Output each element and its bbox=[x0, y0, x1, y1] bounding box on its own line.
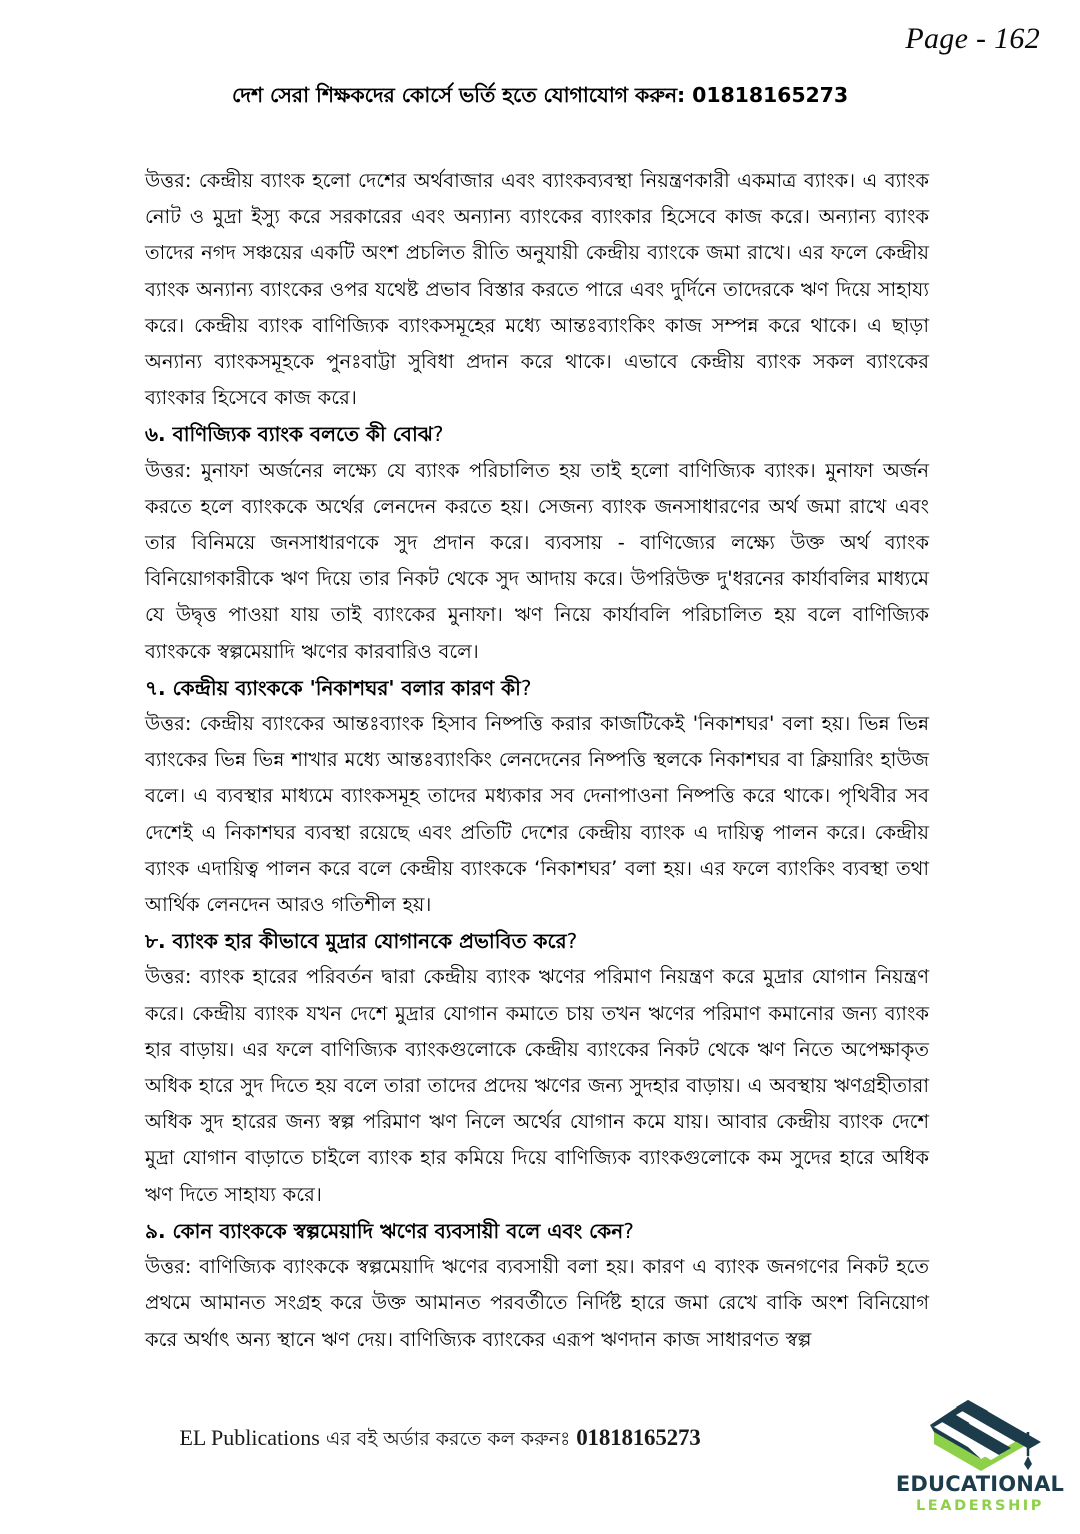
publisher-name: EL Publications bbox=[179, 1425, 320, 1450]
question-heading bbox=[145, 670, 929, 706]
question-heading bbox=[145, 416, 929, 452]
logo-text-educational: EDUCATIONAL bbox=[895, 1472, 1065, 1496]
footer-order-text: এর বই অর্ডার করতে কল করুনঃ bbox=[319, 1428, 577, 1450]
page-number: Page - 162 bbox=[905, 22, 1040, 55]
question-heading bbox=[145, 923, 929, 959]
question-mark: ? bbox=[432, 422, 444, 447]
answer-paragraph: উত্তর: মুনাফা অর্জনের লক্ষ্যে যে ব্যাংক পরিচালিত হয় তাই হলো বাণিজ্যিক ব্যাংক। মুনাফা অর্জন করতে হলে ব্যাংককে অর্থের লেনদেন করতে হয়। সেজন্য ব্যাংক জনসাধারণের অর্থ জমা রাখে এবং তার বিনিময়ে জনসাধারণকে সুদ প্রদান করে। ব্যবসায় - বাণিজ্যের লক্ষ্যে উক্ত অর্থ ব্যাংক বিনিয়োগকারীকে ঋণ দিয়ে তার নিকট থেকে সুদ আদায় করে। উপরিউক্ত দু'ধরনের কার্যাবলির মাধ্যমে যে উদ্বৃত্ত পাওয়া যায় তাই ব্যাংকের মুনাফা। ঋণ নিয়ে কার্যাবলি পরিচালিত হয় বলে বাণিজ্যিক ব্যাংককে স্বল্পমেয়াদি ঋণের কারবারিও বলে। bbox=[145, 458, 929, 663]
document-body bbox=[145, 163, 929, 1358]
question-mark: ? bbox=[520, 675, 532, 700]
question-heading bbox=[145, 1213, 929, 1249]
footer-order-line bbox=[0, 1425, 880, 1457]
logo-text-leadership: LEADERSHIP bbox=[915, 1498, 1045, 1514]
question-text: ৭. কেন্দ্রীয় ব্যাংককে 'নিকাশঘর' বলার কারণ কী bbox=[145, 675, 521, 700]
promo-header: দেশ সেরা শিক্ষকদের কোর্সে ভর্তি হতে যোগাযোগ করুন: 01818165273 bbox=[231, 83, 848, 107]
question-text: ৮. ব্যাংক হার কীভাবে মুদ্রার যোগানকে প্রভাবিত করে bbox=[145, 929, 567, 954]
answer-paragraph: উত্তর: কেন্দ্রীয় ব্যাংকের আন্তঃব্যাংক হিসাব নিষ্পত্তি করার কাজটিকেই 'নিকাশঘর' বলা হয়। ভিন্ন ভিন্ন ব্যাংকের ভিন্ন ভিন্ন শাখার মধ্যে আন্তঃব্যাংকিং লেনদেনের নিষ্পত্তি স্থলকে নিকাশঘর বা ক্লিয়ারিং হাউজ বলে। এ ব্যবস্থার মাধ্যমে ব্যাংকসমূহ তাদের মধ্যকার সব দেনাপাওনা নিষ্পত্তি করে থাকে। পৃথিবীর সব দেশেই এ নিকাশঘর ব্যবস্থা রয়েছে এবং প্রতিটি দেশের কেন্দ্রীয় ব্যাংক এ দায়িত্ব পালন করে। কেন্দ্রীয় ব্যাংক এদায়িত্ব পালন করে বলে কেন্দ্রীয় ব্যাংককে ‘নিকাশঘর’ বলা হয়। এর ফলে ব্যাংকিং ব্যবস্থা তথা আর্থিক লেনদেন আরও গতিশীল হয়। bbox=[145, 712, 929, 917]
question-mark: ? bbox=[566, 929, 578, 954]
answer-paragraph: উত্তর: কেন্দ্রীয় ব্যাংক হলো দেশের অর্থবাজার এবং ব্যাংকব্যবস্থা নিয়ন্ত্রণকারী একমাত্র ব্যাংক। এ ব্যাংক নোট ও মুদ্রা ইস্যু করে সরকারের এবং অন্যান্য ব্যাংকের ব্যাংকার হিসেবে কাজ করে। অন্যান্য ব্যাংক তাদের নগদ সঞ্চয়ের একটি অংশ প্রচলিত রীতি অনুযায়ী কেন্দ্রীয় ব্যাংকে জমা রাখে। এর ফলে কেন্দ্রীয় ব্যাংক অন্যান্য ব্যাংকের ওপর যথেষ্ট প্রভাব বিস্তার করতে পারে এবং দুর্দিনে তাদেরকে ঋণ দিয়ে সাহায্য করে। কেন্দ্রীয় ব্যাংক বাণিজ্যিক ব্যাংকসমূহের মধ্যে আন্তঃব্যাংকিং কাজ সম্পন্ন করে থাকে। এ ছাড়া অন্যান্য ব্যাংকসমূহকে পুনঃবাট্টা সুবিধা প্রদান করে থাকে। এভাবে কেন্দ্রীয় ব্যাংক সকল ব্যাংকের ব্যাংকার হিসেবে কাজ করে। bbox=[145, 169, 929, 410]
footer-phone: 01818165273 bbox=[576, 1425, 701, 1450]
question-text: ৬. বাণিজ্যিক ব্যাংক বলতে কী বোঝ bbox=[145, 422, 433, 447]
answer-paragraph: উত্তর: বাণিজ্যিক ব্যাংককে স্বল্পমেয়াদি ঋণের ব্যবসায়ী বলা হয়। কারণ এ ব্যাংক জনগণের নিকট হতে প্রথমে আমানত সংগ্রহ করে উক্ত আমানত পরবর্তীতে নির্দিষ্ট হারে জমা রেখে বাকি অংশ বিনিয়োগ করে অর্থাৎ অন্য স্থানে ঋণ দেয়। বাণিজ্যিক ব্যাংকের এরূপ ঋণদান কাজ সাধারণত স্বল্প bbox=[145, 1255, 929, 1351]
educational-leadership-logo bbox=[890, 1398, 1070, 1520]
question-mark: ? bbox=[623, 1218, 634, 1243]
graduation-cap-icon bbox=[908, 1398, 1054, 1472]
answer-paragraph: উত্তর: ব্যাংক হারের পরিবর্তন দ্বারা কেন্দ্রীয় ব্যাংক ঋণের পরিমাণ নিয়ন্ত্রণ করে মুদ্রার যোগান নিয়ন্ত্রণ করে। কেন্দ্রীয় ব্যাংক যখন দেশে মুদ্রার যোগান কমাতে চায় তখন ঋণের পরিমাণ কমানোর জন্য ব্যাংক হার বাড়ায়। এর ফলে বাণিজ্যিক ব্যাংকগুলোকে কেন্দ্রীয় ব্যাংকের নিকট থেকে ঋণ নিতে অপেক্ষাকৃত অধিক হারে সুদ দিতে হয় বলে তারা তাদের প্রদেয় ঋণের জন্য সুদহার বাড়ায়। এ অবস্থায় ঋণগ্রহীতারা অধিক সুদ হারের জন্য স্বল্প পরিমাণ ঋণ নিলে অর্থের যোগান কমে যায়। আবার কেন্দ্রীয় ব্যাংক দেশে মুদ্রা যোগান বাড়াতে চাইলে ব্যাংক হার কমিয়ে দিয়ে বাণিজ্যিক ব্যাংকগুলোকে কম সুদের হারে অধিক ঋণ দিতে সাহায্য করে। bbox=[145, 965, 929, 1206]
question-text: ৯. কোন ব্যাংককে স্বল্পমেয়াদি ঋণের ব্যবসায়ী বলে এবং কেন bbox=[145, 1218, 624, 1243]
